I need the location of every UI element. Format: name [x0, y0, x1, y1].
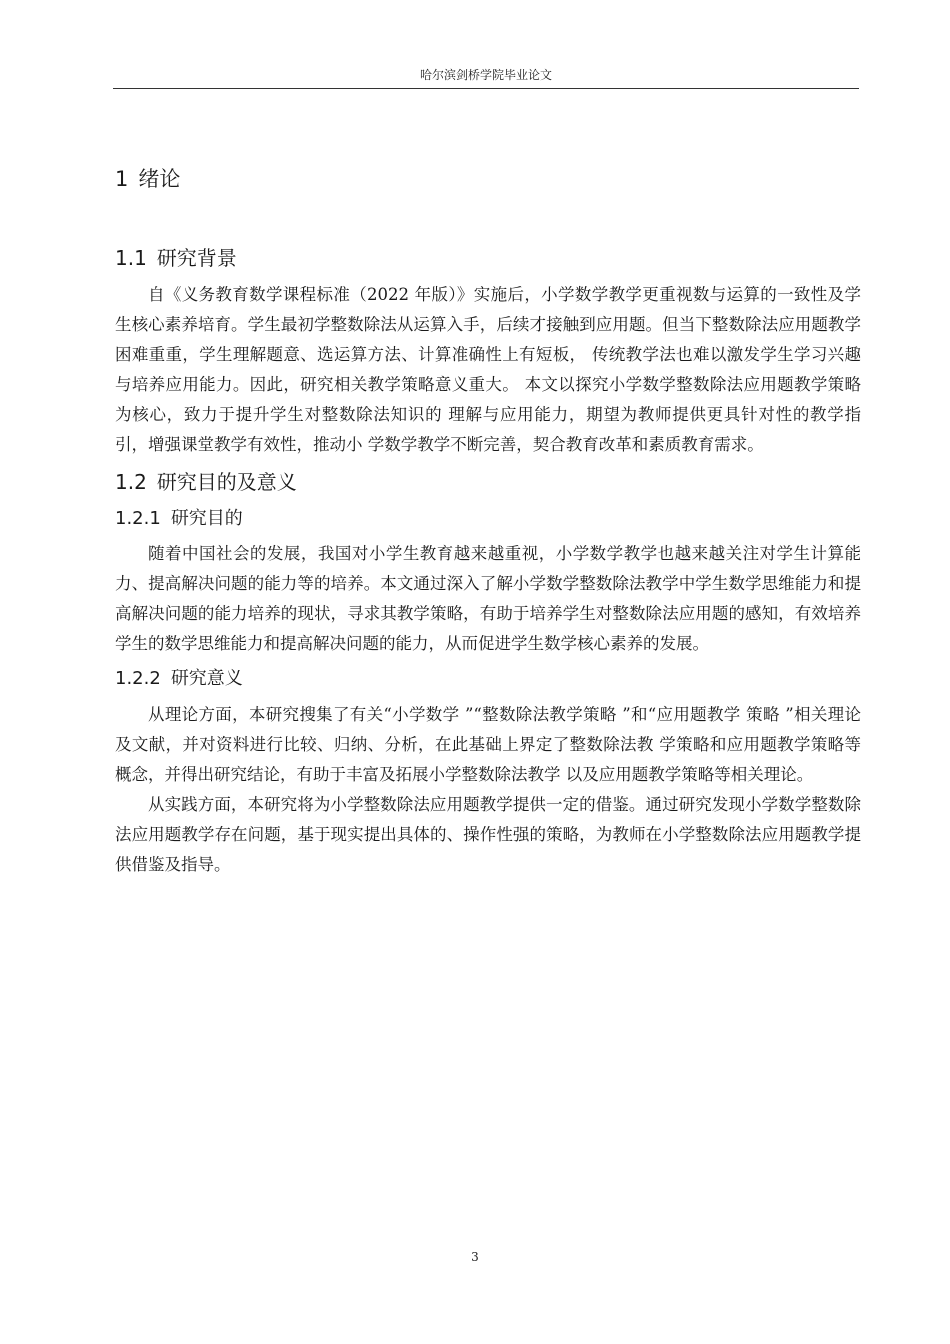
page-number: 3	[471, 1250, 479, 1264]
paragraph-purpose: 随着中国社会的发展，我国对小学生教育越来越重视，小学数学教学也越来越关注对学生计算能力、提高解决问题的能力等的培养。本文通过深入了解小学数学整数除法教学中学生数学思维能力和提高解决问题的能力培养的现状，寻求其教学策略，有助于培养学生对整数除法应用题的感知，有效培养学生的数学思维能力和提高解决问题的能力，从而促进学生数学核心素养的发展。	[115, 544, 861, 653]
subsection-heading-significance	[115, 662, 861, 696]
section-number: 1.1	[115, 246, 147, 270]
paragraph-background: 自《义务教育数学课程标准（2022 年版）》实施后，小学数学教学更重视数与运算的一致性及学生核心素养培育。学生最初学整数除法从运算入手，后续才接触到应用题。但当下整数除法应用题教学困难重重，学生理解题意、选运算方法、计算准确性上有短板， 传统教学法也难以激发学生学习兴趣与培养应用能力。因此，研究相关教学策略意义重大。 本文以探究小学数学整数除法应用题教学策略为核心，致力于提升学生对整数除法知识的 理解与应用能力，期望为教师提供更具针对性的教学指引，增强课堂教学有效性，推动小 学数学教学不断完善，契合教育改革和素质教育需求。	[115, 285, 861, 454]
chapter-number: 1	[115, 167, 129, 191]
chapter-heading	[115, 160, 861, 198]
page-header: 哈尔滨剑桥学院毕业论文	[419, 68, 552, 82]
header-rule	[113, 88, 859, 89]
section-heading-background	[115, 240, 861, 276]
subsection-number: 1.2.1	[115, 508, 161, 529]
section-heading-purpose-significance	[115, 464, 861, 500]
paragraph-significance-practice: 从实践方面，本研究将为小学整数除法应用题教学提供一定的借鉴。通过研究发现小学数学整数除法应用题教学存在问题，基于现实提出具体的、操作性强的策略，为教师在小学整数除法应用题教学提供借鉴及指导。	[115, 795, 861, 874]
section-title: 研究背景	[156, 246, 237, 270]
paragraph-significance-theory: 从理论方面，本研究搜集了有关“小学数学 ”“整数除法教学策略 ”和“应用题教学 策略 ”相关理论及文献，并对资料进行比较、归纳、分析，在此基础上界定了整数除法教 学策略和应用题教学策略等概念，并得出研究结论，有助于丰富及拓展小学整数除法教学 以及应用题教学策略等相关理论。	[115, 705, 861, 784]
subsection-title: 研究意义	[170, 668, 243, 689]
chapter-title: 绪论	[138, 167, 181, 191]
document-body	[115, 160, 861, 880]
subsection-heading-purpose	[115, 502, 861, 536]
subsection-title: 研究目的	[170, 508, 243, 529]
section-number: 1.2	[115, 470, 147, 494]
section-title: 研究目的及意义	[156, 470, 297, 494]
subsection-number: 1.2.2	[115, 668, 161, 689]
